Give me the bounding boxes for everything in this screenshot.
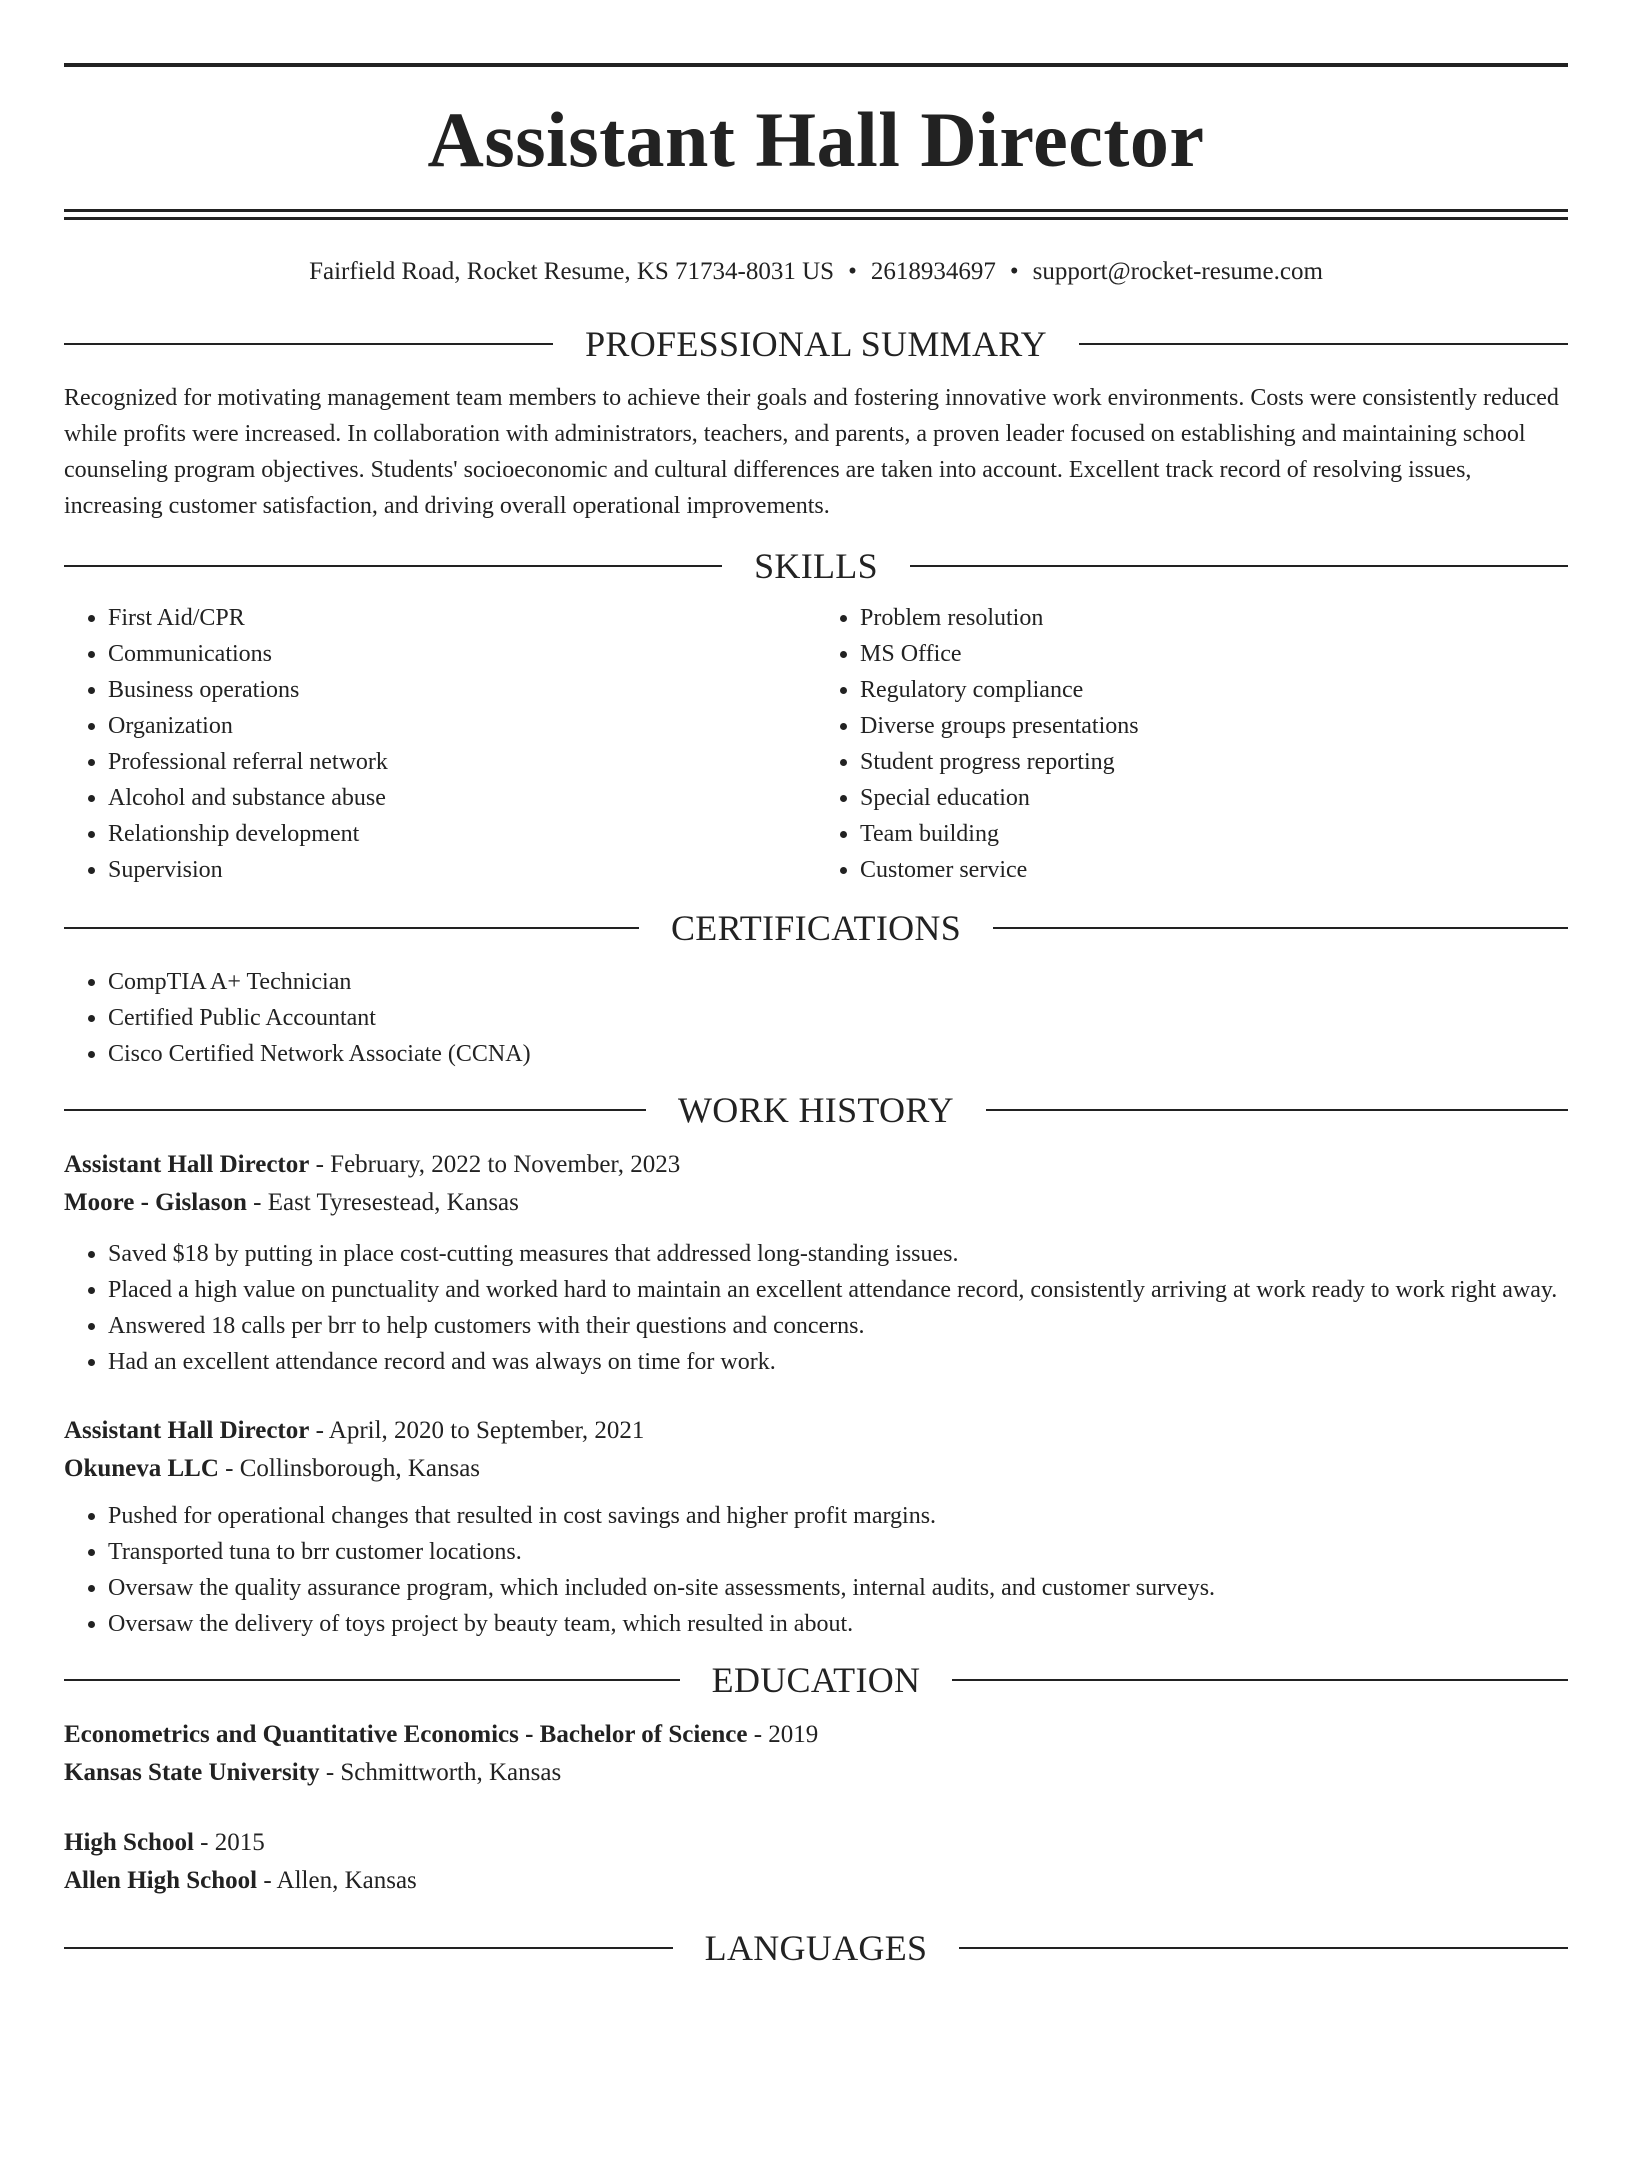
education-school-line — [64, 1754, 1568, 1792]
job-bullet: • Saved $18 by putting in place cost-cutting measures that addressed long-standing issues. — [108, 1236, 1568, 1272]
job-company-line — [64, 1184, 1568, 1222]
skill-item: • Professional referral network — [108, 744, 816, 780]
skill-item: • Regulatory compliance — [860, 672, 1568, 708]
education-degree-line — [64, 1824, 1568, 1862]
skill-item: • Business operations — [108, 672, 816, 708]
job-location: - Collinsborough, Kansas — [218, 1455, 481, 1482]
skill-item: • Alcohol and substance abuse — [108, 780, 816, 816]
contact-email[interactable]: support@rocket-resume.com — [1032, 258, 1323, 285]
job-title-line — [64, 1146, 1568, 1184]
job-company: Okuneva LLC — [64, 1455, 219, 1482]
section-rule — [910, 565, 1568, 567]
education-year: - 2019 — [747, 1721, 819, 1748]
skill-item: • Diverse groups presentations — [860, 708, 1568, 744]
section-title-work: WORK HISTORY — [678, 1090, 954, 1130]
skill-item: • Organization — [108, 708, 816, 744]
skill-item: • Customer service — [860, 852, 1568, 888]
job-bullet: • Oversaw the delivery of toys project by beauty team, which resulted in about. — [108, 1606, 1568, 1642]
skills-column-right — [816, 600, 1568, 888]
skill-item: • MS Office — [860, 636, 1568, 672]
section-title-summary: PROFESSIONAL SUMMARY — [585, 324, 1047, 364]
section-title-languages: LANGUAGES — [704, 1928, 928, 1968]
education-school-line — [64, 1862, 1568, 1900]
certification-item: • Cisco Certified Network Associate (CCNA) — [108, 1036, 1568, 1072]
section-header-summary — [64, 322, 1568, 366]
job-company-line — [64, 1450, 1568, 1488]
section-rule — [64, 1679, 680, 1681]
education-entry — [64, 1824, 1568, 1900]
section-header-education — [64, 1658, 1568, 1702]
job-dates: - April, 2020 to September, 2021 — [309, 1417, 645, 1444]
job-bullet: • Answered 18 calls per brr to help customers with their questions and concerns. — [108, 1308, 1568, 1344]
contact-separator: • — [1009, 258, 1019, 285]
job-role: Assistant Hall Director — [64, 1417, 310, 1444]
skill-item: • Supervision — [108, 852, 816, 888]
skill-item: • Communications — [108, 636, 816, 672]
section-rule — [993, 927, 1568, 929]
job-dates: - February, 2022 to November, 2023 — [309, 1151, 681, 1178]
job-role: Assistant Hall Director — [64, 1151, 310, 1178]
section-header-work — [64, 1088, 1568, 1132]
job-bullet: • Oversaw the quality assurance program, which included on-site assessments, internal audits, and customer surveys. — [108, 1570, 1568, 1606]
section-header-languages — [64, 1926, 1568, 1970]
job-company: Moore - Gislason — [64, 1189, 247, 1216]
section-title-certifications: CERTIFICATIONS — [670, 908, 962, 948]
section-rule — [986, 1109, 1568, 1111]
education-degree: Econometrics and Quantitative Economics - Bachelor of Science — [64, 1721, 748, 1748]
job-location: - East Tyresestead, Kansas — [246, 1189, 519, 1216]
section-rule — [952, 1679, 1568, 1681]
education-entry — [64, 1716, 1568, 1792]
job-entry — [64, 1146, 1568, 1380]
section-rule — [64, 1109, 646, 1111]
education-degree: High School — [64, 1829, 194, 1856]
skill-item: • Student progress reporting — [860, 744, 1568, 780]
section-title-education: EDUCATION — [711, 1660, 921, 1700]
contact-address: Fairfield Road, Rocket Resume, KS 71734-8031 US — [309, 258, 835, 285]
skill-item: • First Aid/CPR — [108, 600, 816, 636]
job-bullet: • Had an excellent attendance record and was always on time for work. — [108, 1344, 1568, 1380]
top-rule — [64, 63, 1568, 67]
education-location: - Schmittworth, Kansas — [319, 1759, 562, 1786]
job-bullet: • Transported tuna to brr customer locations. — [108, 1534, 1568, 1570]
education-location: - Allen, Kansas — [257, 1867, 417, 1894]
title-double-rule — [64, 209, 1568, 220]
section-rule — [1079, 343, 1568, 345]
section-header-certifications — [64, 906, 1568, 950]
skill-item: • Relationship development — [108, 816, 816, 852]
certification-item: • CompTIA A+ Technician — [108, 964, 1568, 1000]
section-rule — [959, 1947, 1568, 1949]
education-degree-line — [64, 1716, 1568, 1754]
skill-item: • Team building — [860, 816, 1568, 852]
resume-title: Assistant Hall Director — [427, 96, 1205, 183]
certification-item: • Certified Public Accountant — [108, 1000, 1568, 1036]
section-rule — [64, 565, 722, 567]
job-title-line — [64, 1412, 1568, 1450]
skills-column-left — [64, 600, 816, 888]
education-school: Allen High School — [64, 1867, 258, 1894]
section-header-skills — [64, 544, 1568, 588]
job-bullets — [64, 1236, 1568, 1380]
job-bullet: • Pushed for operational changes that resulted in cost savings and higher profit margins. — [108, 1498, 1568, 1534]
section-title-skills: SKILLS — [754, 546, 878, 586]
contact-line — [64, 258, 1568, 292]
job-bullets — [64, 1498, 1568, 1642]
contact-phone[interactable]: 2618934697 — [870, 258, 996, 285]
summary-text: Recognized for motivating management team members to achieve their goals and fostering innovative work environments. Costs were consistently reduced while profits were increased. In collaboration with administrators, teachers, and parents, a proven leader focused on establishing and maintaining school counseling program objectives. Students' socioeconomic and cultural differences are taken into account. Excellent track record of resolving issues, increasing customer satisfaction, and driving overall operational improvements. — [64, 385, 1559, 519]
skills-columns — [64, 600, 1568, 888]
certifications-list — [64, 964, 1568, 1072]
education-school: Kansas State University — [64, 1759, 320, 1786]
contact-separator: • — [848, 258, 857, 285]
resume-page — [0, 63, 1632, 1970]
job-entry — [64, 1412, 1568, 1642]
skill-item: • Special education — [860, 780, 1568, 816]
section-rule — [64, 343, 553, 345]
skill-item: • Problem resolution — [860, 600, 1568, 636]
section-rule — [64, 927, 639, 929]
job-bullet: • Placed a high value on punctuality and worked hard to maintain an excellent attendance record, consistently arriving at work ready to work right away. — [108, 1272, 1568, 1308]
section-rule — [64, 1947, 673, 1949]
education-year: - 2015 — [193, 1829, 265, 1856]
